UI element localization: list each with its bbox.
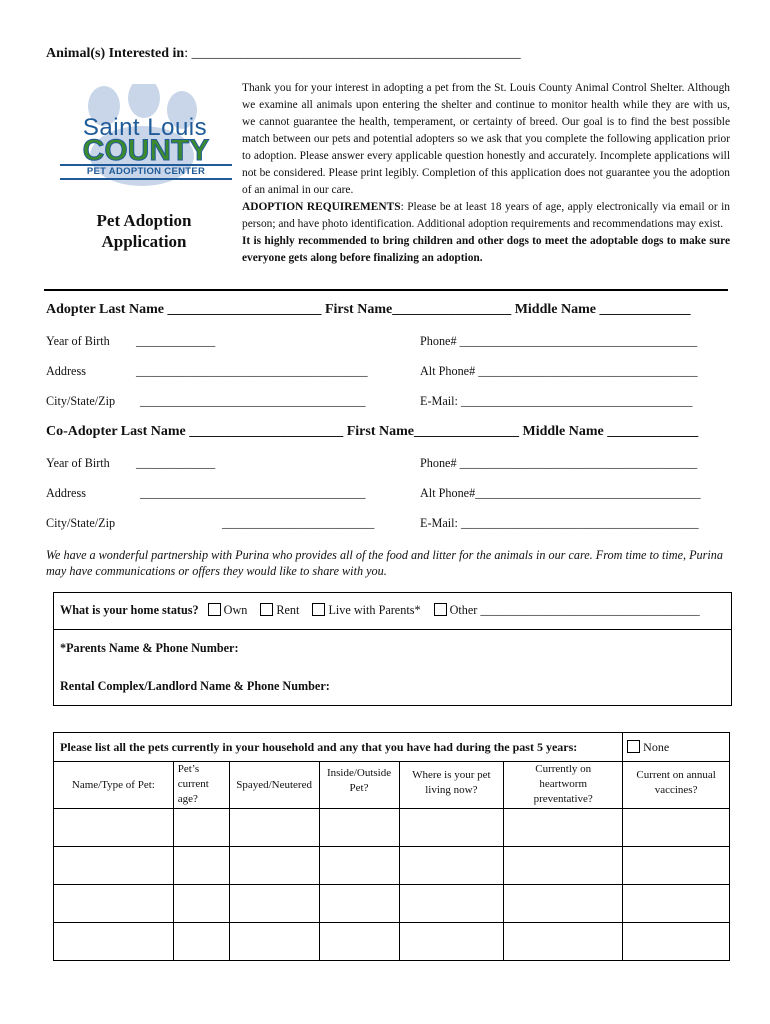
home-status-divider bbox=[54, 629, 731, 630]
pet-cell[interactable] bbox=[229, 885, 319, 923]
pet-cell[interactable] bbox=[623, 885, 730, 923]
coadopter-yob-label: Year of Birth bbox=[46, 456, 110, 470]
pet-cell[interactable] bbox=[54, 847, 174, 885]
adopter-yob-field[interactable]: _____________ bbox=[136, 334, 216, 348]
county-logo bbox=[60, 84, 232, 188]
col-living-now: Where is your pet living now? bbox=[399, 762, 504, 809]
intro-paragraph: Thank you for your interest in adopting a pet from the St. Louis County Animal Control Shelter. Although we examine all animals upon entering the shelter and continue to monitor health while they are with us, we cannot guarantee the health, temperament, or certainty of breed. Our goal is to find the best possible match between our pets and potential adopters so we ask that you complete the following application prior to adoption. Please answer every applicable question honestly and accurately. Incomplete applications will not be considered. Please print legibly. Completion of this application does not guarantee you the adoption of an animal in our care. bbox=[242, 82, 730, 196]
home-status-box bbox=[53, 592, 732, 706]
pet-cell[interactable] bbox=[173, 809, 229, 847]
pet-cell[interactable] bbox=[504, 923, 623, 961]
col-name-type: Name/Type of Pet: bbox=[54, 762, 174, 809]
pet-cell[interactable] bbox=[173, 923, 229, 961]
pets-prompt: Please list all the pets currently in your household and any that you have had during the past 5 years: bbox=[54, 733, 623, 762]
pet-cell[interactable] bbox=[319, 847, 399, 885]
live-with-parents-checkbox[interactable] bbox=[312, 603, 325, 616]
form-title-line2: Application bbox=[101, 232, 187, 251]
coadopter-email-field[interactable]: E-Mail: _______________________________________ bbox=[420, 516, 699, 530]
pet-cell[interactable] bbox=[54, 923, 174, 961]
adopter-city-state-zip-field[interactable]: _____________________________________ bbox=[140, 394, 366, 408]
form-title bbox=[46, 210, 242, 252]
pets-table bbox=[53, 732, 730, 961]
logo-text-county: COUNTY bbox=[82, 134, 210, 167]
pets-prompt-row bbox=[54, 733, 730, 762]
pet-cell[interactable] bbox=[504, 885, 623, 923]
pet-cell[interactable] bbox=[54, 809, 174, 847]
table-row bbox=[54, 809, 730, 847]
option-other[interactable] bbox=[434, 603, 700, 617]
pet-cell[interactable] bbox=[173, 885, 229, 923]
option-rent[interactable] bbox=[260, 603, 299, 617]
coadopter-address-label: Address bbox=[46, 486, 86, 500]
adopter-address-field[interactable]: ______________________________________ bbox=[136, 364, 368, 378]
parents-name-phone-field[interactable]: *Parents Name & Phone Number: bbox=[60, 641, 239, 655]
home-status-row bbox=[60, 603, 700, 618]
table-row bbox=[54, 923, 730, 961]
requirements-label: ADOPTION REQUIREMENTS bbox=[242, 201, 401, 213]
adopter-address-label: Address bbox=[46, 364, 86, 378]
divider bbox=[44, 289, 728, 291]
pets-header-row bbox=[54, 762, 730, 809]
coadopter-name-field[interactable]: Co-Adopter Last Name ______________________ First Name_______________ Middle Name _____________ bbox=[46, 424, 699, 439]
form-title-line1: Pet Adoption bbox=[96, 211, 192, 230]
adopter-yob-label: Year of Birth bbox=[46, 334, 110, 348]
table-row bbox=[54, 885, 730, 923]
coadopter-city-state-zip-label: City/State/Zip bbox=[46, 516, 116, 530]
adoption-requirements bbox=[242, 199, 730, 233]
other-label: Other bbox=[449, 603, 478, 617]
adopter-phone-field[interactable]: Phone# _______________________________________ bbox=[420, 334, 698, 348]
rent-checkbox[interactable] bbox=[260, 603, 273, 616]
pet-cell[interactable] bbox=[504, 847, 623, 885]
pet-cell[interactable] bbox=[623, 809, 730, 847]
coadopter-yob-field[interactable]: _____________ bbox=[136, 456, 216, 470]
pet-cell[interactable] bbox=[229, 809, 319, 847]
coadopter-city-state-zip-field[interactable]: _________________________ bbox=[222, 516, 375, 530]
own-label: Own bbox=[223, 603, 248, 617]
coadopter-phone-field[interactable]: Phone# _______________________________________ bbox=[420, 456, 698, 470]
pet-cell[interactable] bbox=[399, 885, 504, 923]
pet-cell[interactable] bbox=[319, 885, 399, 923]
requirements-text: : Please be at least 18 years of age, apply electronically via email or in person; and have photo identification. Additional adoption requirements and recommendations may exist. bbox=[242, 201, 730, 230]
adopter-email-field[interactable]: E-Mail: ______________________________________ bbox=[420, 394, 693, 408]
pet-cell[interactable] bbox=[399, 809, 504, 847]
animals-interested-blank: : _______________________________________________ bbox=[184, 46, 521, 61]
home-status-question: What is your home status? bbox=[60, 603, 199, 617]
coadopter-address-field[interactable]: _____________________________________ bbox=[140, 486, 366, 500]
pet-cell[interactable] bbox=[399, 923, 504, 961]
none-label: None bbox=[643, 739, 670, 754]
pet-cell[interactable] bbox=[54, 885, 174, 923]
own-checkbox[interactable] bbox=[208, 603, 221, 616]
purina-note: We have a wonderful partnership with Purina who provides all of the food and litter for the animals in our care. From time to time, Purina may have communications or offers they would like to share with you. bbox=[46, 548, 723, 578]
none-checkbox[interactable] bbox=[627, 740, 640, 753]
pet-cell[interactable] bbox=[319, 923, 399, 961]
adopter-city-state-zip-label: City/State/Zip bbox=[46, 394, 116, 408]
pet-cell[interactable] bbox=[623, 923, 730, 961]
other-blank[interactable]: ____________________________________ bbox=[480, 603, 700, 617]
rent-label: Rent bbox=[276, 603, 300, 617]
col-heartworm: Currently on heartworm preventative? bbox=[504, 762, 623, 809]
none-option[interactable] bbox=[623, 733, 730, 762]
logo-text-saint-louis: Saint Louis bbox=[82, 114, 208, 141]
animals-interested-line[interactable] bbox=[46, 46, 521, 62]
animals-interested-label: Animal(s) Interested in bbox=[46, 46, 185, 61]
col-current-age: Pet’s current age? bbox=[173, 762, 229, 809]
logo-banner bbox=[60, 164, 232, 180]
pet-cell[interactable] bbox=[173, 847, 229, 885]
pet-cell[interactable] bbox=[229, 923, 319, 961]
pet-cell[interactable] bbox=[229, 847, 319, 885]
col-inside-outside: Inside/Outside Pet? bbox=[319, 762, 399, 809]
adopter-alt-phone-field[interactable]: Alt Phone# ____________________________________ bbox=[420, 364, 698, 378]
table-row bbox=[54, 847, 730, 885]
intro-text bbox=[242, 80, 730, 267]
live-with-parents-label: Live with Parents* bbox=[328, 603, 421, 617]
col-vaccines: Current on annual vaccines? bbox=[623, 762, 730, 809]
pet-cell[interactable] bbox=[623, 847, 730, 885]
coadopter-alt-phone-field[interactable]: Alt Phone#_____________________________________ bbox=[420, 486, 701, 500]
option-live-with-parents[interactable] bbox=[312, 603, 420, 617]
pet-cell[interactable] bbox=[399, 847, 504, 885]
pet-cell[interactable] bbox=[319, 809, 399, 847]
other-checkbox[interactable] bbox=[434, 603, 447, 616]
pet-cell[interactable] bbox=[504, 809, 623, 847]
landlord-name-phone-field[interactable]: Rental Complex/Landlord Name & Phone Number: bbox=[60, 679, 330, 693]
adopter-name-field[interactable]: Adopter Last Name ______________________ First Name_________________ Middle Name _____________ bbox=[46, 302, 691, 317]
col-spayed-neutered: Spayed/Neutered bbox=[229, 762, 319, 809]
logo-text-pet-adoption-center: PET ADOPTION CENTER bbox=[86, 166, 206, 177]
meet-dogs-note: It is highly recommended to bring children and other dogs to meet the adoptable dogs to make sure everyone gets along before finalizing an adoption. bbox=[242, 235, 730, 264]
option-own[interactable] bbox=[208, 603, 248, 617]
